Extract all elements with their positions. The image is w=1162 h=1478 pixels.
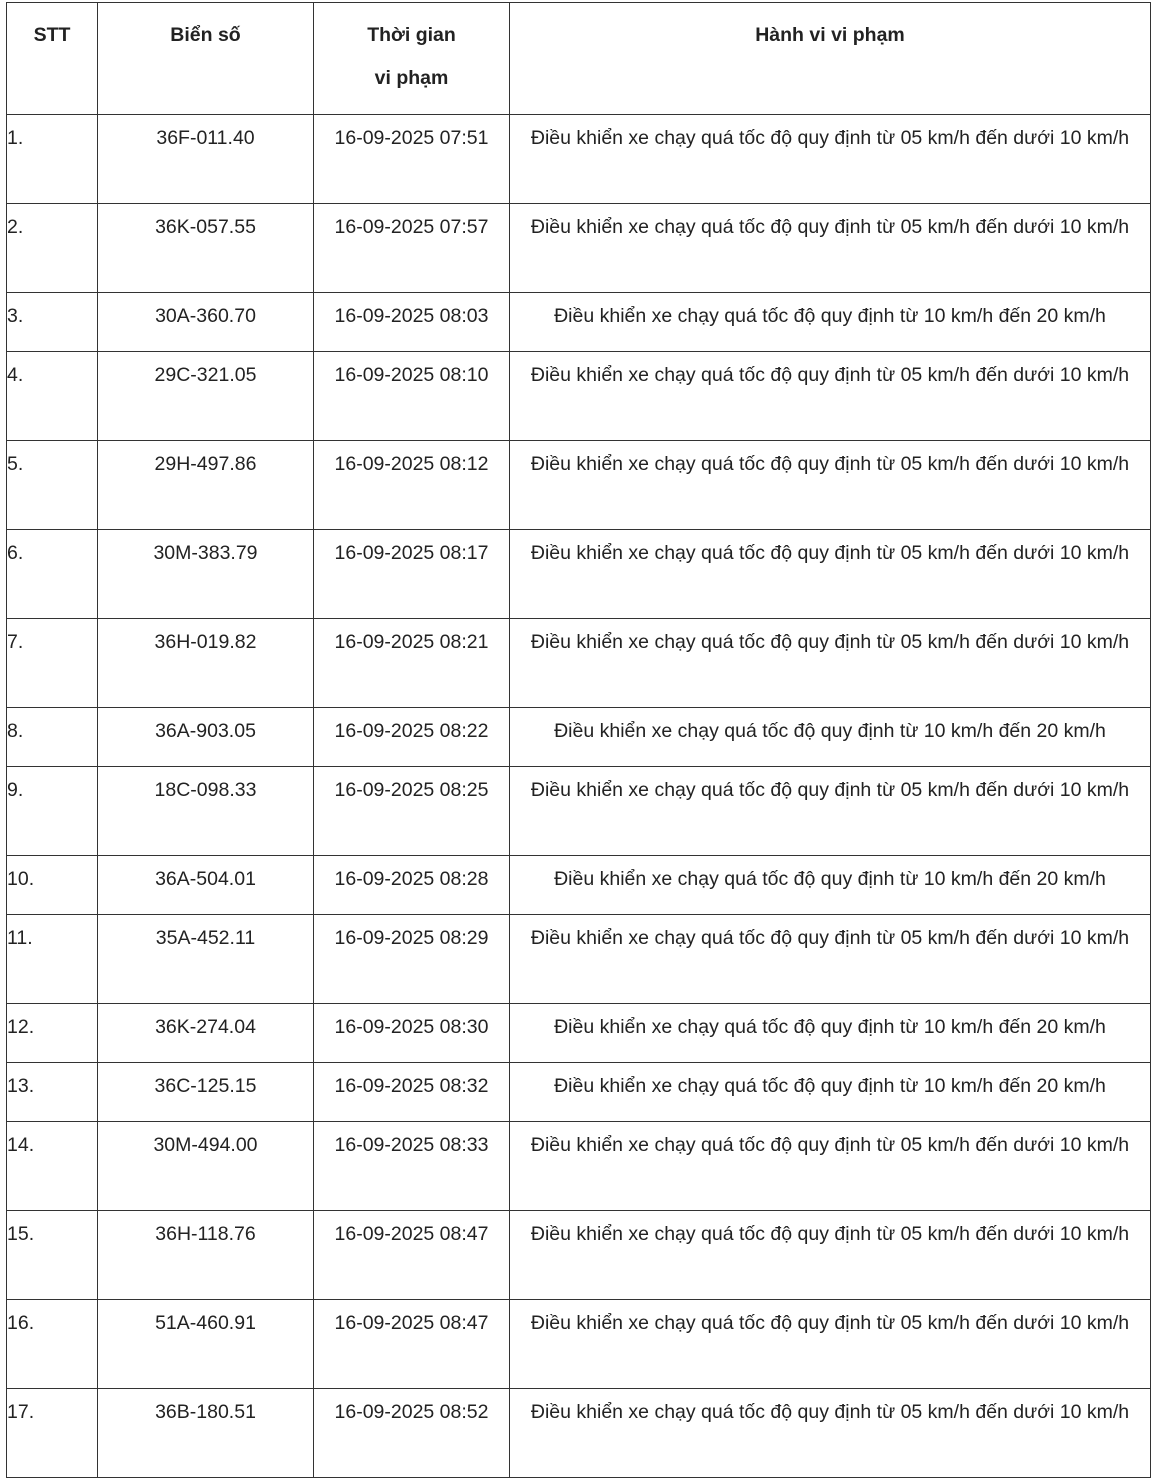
row-behavior: Điều khiển xe chạy quá tốc độ quy định từ 05 km/h đến dưới 10 km/h: [510, 204, 1151, 293]
row-time: 16-09-2025 08:32: [314, 1063, 510, 1122]
table-header: [7, 3, 1151, 115]
row-stt: 8.: [7, 708, 98, 767]
row-time: 16-09-2025 07:57: [314, 204, 510, 293]
table-row: [7, 1211, 1151, 1300]
row-time: 16-09-2025 08:03: [314, 293, 510, 352]
row-stt: 4.: [7, 352, 98, 441]
row-time: 16-09-2025 08:28: [314, 856, 510, 915]
row-plate: 51A-460.91: [98, 1300, 314, 1389]
row-stt: 14.: [7, 1122, 98, 1211]
row-behavior: Điều khiển xe chạy quá tốc độ quy định từ 05 km/h đến dưới 10 km/h: [510, 1211, 1151, 1300]
row-stt: 9.: [7, 767, 98, 856]
row-plate: 35A-452.11: [98, 915, 314, 1004]
row-behavior: Điều khiển xe chạy quá tốc độ quy định từ 05 km/h đến dưới 10 km/h: [510, 767, 1151, 856]
row-behavior: Điều khiển xe chạy quá tốc độ quy định từ 05 km/h đến dưới 10 km/h: [510, 115, 1151, 204]
row-stt: 6.: [7, 530, 98, 619]
row-plate: 36C-125.15: [98, 1063, 314, 1122]
row-plate: 36K-057.55: [98, 204, 314, 293]
table-row: [7, 293, 1151, 352]
row-time: 16-09-2025 08:29: [314, 915, 510, 1004]
row-plate: 30M-494.00: [98, 1122, 314, 1211]
row-behavior: Điều khiển xe chạy quá tốc độ quy định từ 05 km/h đến dưới 10 km/h: [510, 1300, 1151, 1389]
table-row: [7, 115, 1151, 204]
row-stt: 11.: [7, 915, 98, 1004]
row-plate: 36B-180.51: [98, 1389, 314, 1478]
row-behavior: Điều khiển xe chạy quá tốc độ quy định từ 10 km/h đến 20 km/h: [510, 1063, 1151, 1122]
row-stt: 2.: [7, 204, 98, 293]
row-stt: 1.: [7, 115, 98, 204]
table-row: [7, 1389, 1151, 1478]
row-behavior: Điều khiển xe chạy quá tốc độ quy định từ 05 km/h đến dưới 10 km/h: [510, 530, 1151, 619]
header-time-line2: vi phạm: [374, 67, 449, 89]
row-behavior: Điều khiển xe chạy quá tốc độ quy định từ 05 km/h đến dưới 10 km/h: [510, 352, 1151, 441]
row-plate: 36A-903.05: [98, 708, 314, 767]
row-time: 16-09-2025 08:47: [314, 1211, 510, 1300]
header-time: [314, 3, 510, 115]
table-row: [7, 1063, 1151, 1122]
row-stt: 3.: [7, 293, 98, 352]
row-plate: 30A-360.70: [98, 293, 314, 352]
row-stt: 16.: [7, 1300, 98, 1389]
row-behavior: Điều khiển xe chạy quá tốc độ quy định từ 10 km/h đến 20 km/h: [510, 856, 1151, 915]
violations-table: [6, 2, 1151, 1478]
header-behavior: Hành vi vi phạm: [510, 3, 1151, 115]
header-plate: Biển số: [98, 3, 314, 115]
row-time: 16-09-2025 08:30: [314, 1004, 510, 1063]
row-behavior: Điều khiển xe chạy quá tốc độ quy định từ 05 km/h đến dưới 10 km/h: [510, 441, 1151, 530]
row-plate: 36F-011.40: [98, 115, 314, 204]
header-time-line1: Thời gian: [367, 24, 456, 46]
table-row: [7, 1004, 1151, 1063]
row-plate: 36K-274.04: [98, 1004, 314, 1063]
row-behavior: Điều khiển xe chạy quá tốc độ quy định từ 05 km/h đến dưới 10 km/h: [510, 915, 1151, 1004]
row-plate: 36A-504.01: [98, 856, 314, 915]
table-row: [7, 915, 1151, 1004]
row-behavior: Điều khiển xe chạy quá tốc độ quy định từ 05 km/h đến dưới 10 km/h: [510, 1122, 1151, 1211]
header-stt: STT: [7, 3, 98, 115]
table-row: [7, 441, 1151, 530]
row-plate: 29H-497.86: [98, 441, 314, 530]
row-stt: 12.: [7, 1004, 98, 1063]
row-time: 16-09-2025 08:10: [314, 352, 510, 441]
row-time: 16-09-2025 08:22: [314, 708, 510, 767]
row-stt: 10.: [7, 856, 98, 915]
row-behavior: Điều khiển xe chạy quá tốc độ quy định từ 10 km/h đến 20 km/h: [510, 708, 1151, 767]
table-row: [7, 619, 1151, 708]
row-time: 16-09-2025 08:25: [314, 767, 510, 856]
row-stt: 13.: [7, 1063, 98, 1122]
row-time: 16-09-2025 08:17: [314, 530, 510, 619]
table-row: [7, 530, 1151, 619]
header-row: [7, 3, 1151, 115]
row-plate: 18C-098.33: [98, 767, 314, 856]
row-time: 16-09-2025 08:47: [314, 1300, 510, 1389]
table-body: [7, 115, 1151, 1478]
table-row: [7, 708, 1151, 767]
row-stt: 17.: [7, 1389, 98, 1478]
table-row: [7, 767, 1151, 856]
row-behavior: Điều khiển xe chạy quá tốc độ quy định từ 05 km/h đến dưới 10 km/h: [510, 1389, 1151, 1478]
table-row: [7, 1122, 1151, 1211]
row-plate: 29C-321.05: [98, 352, 314, 441]
row-time: 16-09-2025 08:33: [314, 1122, 510, 1211]
table-row: [7, 204, 1151, 293]
row-stt: 5.: [7, 441, 98, 530]
row-time: 16-09-2025 08:21: [314, 619, 510, 708]
row-behavior: Điều khiển xe chạy quá tốc độ quy định từ 10 km/h đến 20 km/h: [510, 293, 1151, 352]
row-stt: 15.: [7, 1211, 98, 1300]
table-row: [7, 856, 1151, 915]
row-plate: 30M-383.79: [98, 530, 314, 619]
row-time: 16-09-2025 08:52: [314, 1389, 510, 1478]
row-stt: 7.: [7, 619, 98, 708]
table-row: [7, 1300, 1151, 1389]
table-row: [7, 352, 1151, 441]
row-behavior: Điều khiển xe chạy quá tốc độ quy định từ 10 km/h đến 20 km/h: [510, 1004, 1151, 1063]
row-time: 16-09-2025 07:51: [314, 115, 510, 204]
row-behavior: Điều khiển xe chạy quá tốc độ quy định từ 05 km/h đến dưới 10 km/h: [510, 619, 1151, 708]
row-time: 16-09-2025 08:12: [314, 441, 510, 530]
row-plate: 36H-118.76: [98, 1211, 314, 1300]
row-plate: 36H-019.82: [98, 619, 314, 708]
